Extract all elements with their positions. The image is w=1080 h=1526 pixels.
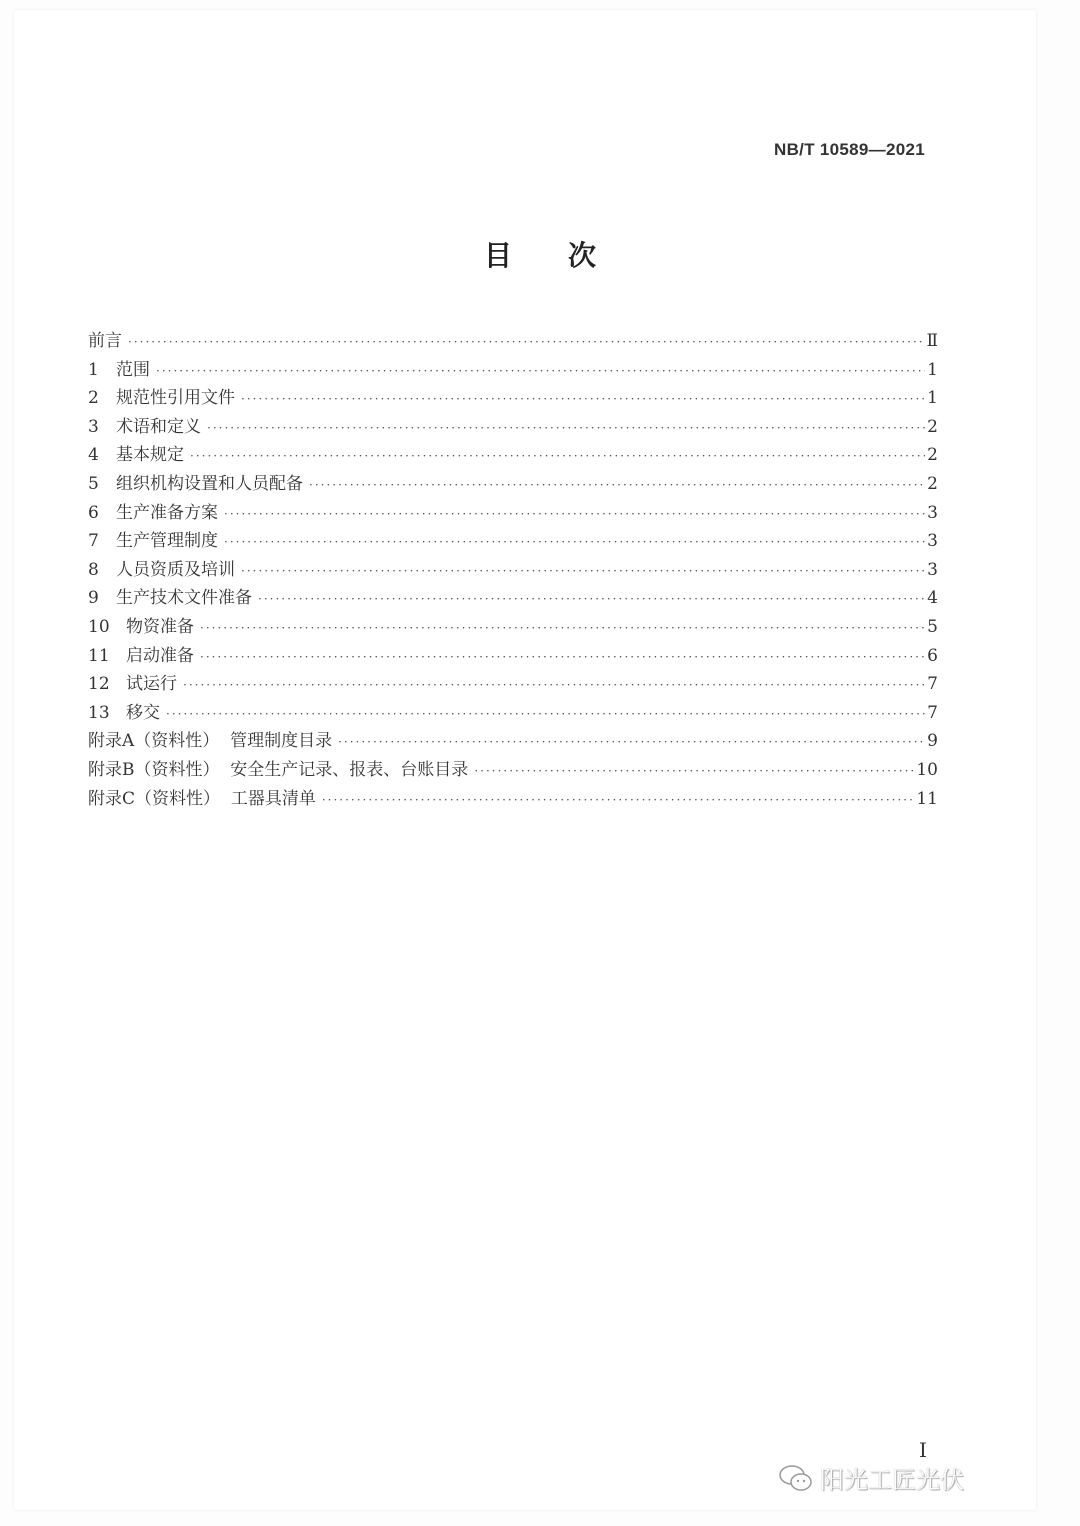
toc-entry-number: 9 [88,588,99,609]
toc-entry-label: 生产技术文件准备 [116,588,252,609]
dot-leader [190,449,925,463]
watermark-text: 阳光工匠光伏 [820,1466,964,1494]
toc-entry-label: 附录C（资料性） 工器具清单 [88,788,316,809]
toc-entry-label: 范围 [116,359,150,380]
dot-leader [128,335,924,349]
toc-entry-number: 1 [88,359,99,380]
dot-leader [224,507,925,521]
dot-leader [241,392,925,406]
toc-entry[interactable] [88,583,938,612]
toc-entry-page: 3 [927,559,938,580]
toc-entry-label: 术语和定义 [116,416,201,437]
toc-entry-page: 9 [927,731,938,752]
toc-entry-page: 1 [927,359,938,380]
toc-entry-label: 附录B（资料性） 安全生产记录、报表、台账目录 [88,759,469,780]
toc-entry[interactable] [88,383,938,412]
toc-entry[interactable] [88,784,938,813]
toc-entry[interactable] [88,469,938,498]
toc-entry[interactable] [88,641,938,670]
toc-entry[interactable] [88,498,938,527]
toc-entry-page: 2 [927,445,938,466]
toc-entry-page: 3 [927,531,938,552]
toc-entry[interactable] [88,440,938,469]
toc-entry-page: 6 [927,645,938,666]
watermark [778,1460,964,1495]
toc-entry-number: 2 [88,388,99,409]
toc-entry-number: 11 [88,645,110,666]
dot-leader [200,650,925,664]
toc-entry-label: 试运行 [126,674,177,695]
dot-leader [166,707,925,721]
wechat-icon [778,1463,814,1493]
table-of-contents [88,326,938,812]
dot-leader [338,735,925,749]
toc-entry[interactable] [88,326,938,355]
dot-leader [224,535,925,549]
toc-entry-label: 前言 [88,331,122,351]
toc-entry[interactable] [88,755,938,784]
dot-leader [309,478,925,492]
dot-leader [241,564,925,578]
toc-entry-page: 2 [927,416,938,437]
toc-entry-number: 4 [88,445,99,466]
toc-entry-label: 生产管理制度 [116,531,218,552]
toc-entry[interactable] [88,355,938,384]
toc-entry[interactable] [88,612,938,641]
toc-entry-label: 基本规定 [116,445,184,466]
toc-entry-number: 7 [88,531,99,552]
toc-entry-page: 3 [927,502,938,523]
toc-entry-label: 生产准备方案 [116,502,218,523]
dot-leader [322,793,915,807]
toc-entry-label: 附录A（资料性） 管理制度目录 [88,731,333,752]
toc-entry-page: 10 [916,759,938,780]
toc-entry-label: 移交 [126,702,160,723]
dot-leader [258,592,925,606]
toc-entry-label: 启动准备 [126,645,194,666]
dot-leader [474,764,914,778]
toc-entry-page: 7 [927,674,938,695]
dot-leader [207,421,925,435]
toc-entry-page: 4 [927,588,938,609]
dot-leader [200,621,925,635]
toc-entry-label: 物资准备 [126,616,194,637]
toc-entry-page: 7 [927,702,938,723]
toc-entry-number: 6 [88,502,99,523]
toc-entry[interactable] [88,526,938,555]
toc-entry-page: 11 [916,788,938,809]
toc-entry-number: 8 [88,559,99,580]
standard-code: NB/T 10589—2021 [774,140,925,159]
toc-entry-label: 组织机构设置和人员配备 [116,473,303,494]
toc-entry[interactable] [88,669,938,698]
toc-entry-label: 规范性引用文件 [116,388,235,409]
toc-entry-number: 13 [88,702,110,723]
page-title: 目次 [483,239,652,272]
toc-entry-number: 10 [88,616,110,637]
toc-entry-page: Ⅱ [926,331,938,351]
toc-entry-number: 5 [88,473,99,494]
toc-entry[interactable] [88,698,938,727]
toc-entry-page: 1 [927,388,938,409]
toc-entry[interactable] [88,412,938,441]
toc-entry[interactable] [88,555,938,584]
toc-entry[interactable] [88,726,938,755]
dot-leader [183,678,925,692]
page-number: I [919,1438,927,1462]
toc-entry-label: 人员资质及培训 [116,559,235,580]
toc-entry-number: 3 [88,416,99,437]
dot-leader [156,364,925,378]
toc-entry-page: 5 [927,616,938,637]
toc-entry-number: 12 [88,674,110,695]
toc-entry-page: 2 [927,473,938,494]
